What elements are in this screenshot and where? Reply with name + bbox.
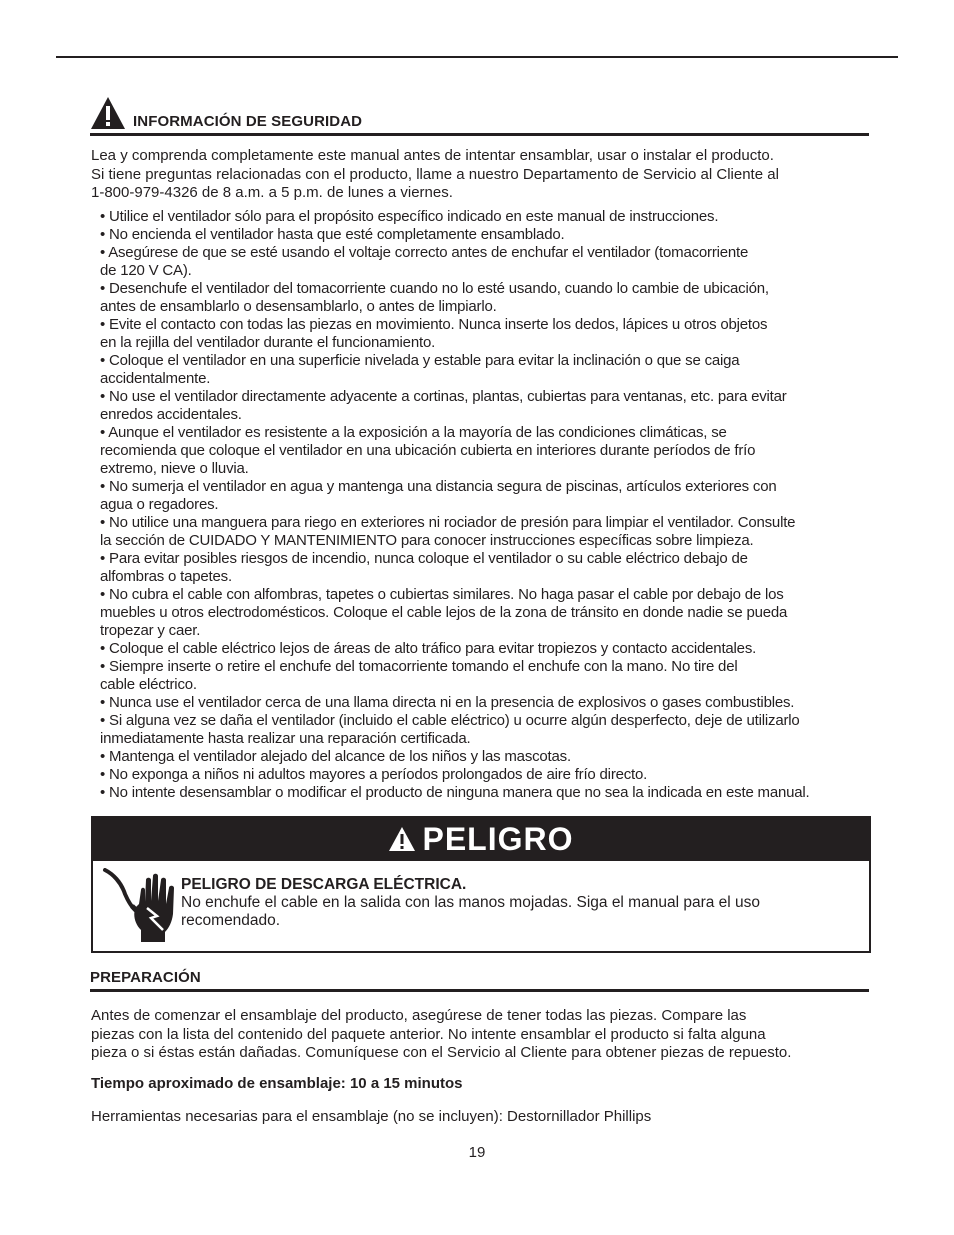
- safety-bullet-line: • No utilice una manguera para riego en exteriores ni rociador de presión para limpiar el ventilador. Consulte: [100, 514, 796, 531]
- safety-bullet-line: extremo, nieve o lluvia.: [100, 460, 249, 477]
- safety-bullet-item: [100, 352, 875, 388]
- safety-bullet-item: [100, 784, 875, 802]
- preparation-title: PREPARACIÓN: [90, 969, 201, 986]
- electric-shock-hand-icon: [101, 868, 179, 943]
- safety-bullet-line: tropezar y caer.: [100, 622, 201, 639]
- safety-bullet-line: • Coloque el cable eléctrico lejos de áreas de alto tráfico para evitar tropiezos y contacto accidentales.: [100, 640, 757, 657]
- safety-bullet-line: • Coloque el ventilador en una superficie nivelada y estable para evitar la inclinación o que se caiga: [100, 352, 740, 369]
- intro-line: Lea y comprenda completamente este manual antes de intentar ensamblar, usar o instalar el producto.: [91, 147, 774, 164]
- preparation-line: Antes de comenzar el ensamblaje del producto, asegúrese de tener todas las piezas. Compare las: [91, 1007, 747, 1024]
- safety-bullet-line: • No sumerja el ventilador en agua y mantenga una distancia segura de piscinas, artículos exteriores con: [100, 478, 777, 495]
- danger-title: PELIGRO: [422, 821, 574, 857]
- safety-bullet-line: • Mantenga el ventilador alejado del alcance de los niños y las mascotas.: [100, 748, 571, 765]
- safety-bullet-line: • No use el ventilador directamente adyacente a cortinas, plantas, cubiertas para ventanas, etc. para evitar: [100, 388, 787, 405]
- safety-bullet-line: la sección de CUIDADO Y MANTENIMIENTO para conocer instrucciones específicas sobre limpieza.: [100, 532, 754, 549]
- safety-bullet-line: cable eléctrico.: [100, 676, 197, 693]
- safety-bullet-line: • Aunque el ventilador es resistente a la exposición a la mayoría de las condiciones climáticas, se: [100, 424, 727, 441]
- safety-title: INFORMACIÓN DE SEGURIDAD: [133, 113, 363, 130]
- warning-icon: [388, 826, 416, 852]
- danger-body-line: No enchufe el cable en la salida con las manos mojadas. Siga el manual para el uso: [181, 894, 761, 911]
- intro-line: Si tiene preguntas relacionadas con el producto, llame a nuestro Departamento de Servicio al Cliente al: [91, 165, 779, 183]
- safety-bullet-item: [100, 748, 875, 766]
- safety-bullet-item: [100, 658, 875, 694]
- section-rule: [90, 133, 869, 136]
- danger-box: [91, 816, 871, 953]
- safety-bullet-line: • Asegúrese de que se esté usando el voltaje correcto antes de enchufar el ventilador (tomacorriente: [100, 244, 749, 261]
- safety-bullet-line: • Nunca use el ventilador cerca de una llama directa ni en la presencia de explosivos o gases combustibles.: [100, 694, 795, 711]
- danger-subheading: PELIGRO DE DESCARGA ELÉCTRICA.: [181, 876, 467, 893]
- safety-bullet-line: • Para evitar posibles riesgos de incendio, nunca coloque el ventilador o su cable eléctrico debajo de: [100, 550, 748, 567]
- safety-bullet-item: [100, 550, 875, 586]
- safety-bullet-item: [100, 766, 875, 784]
- safety-bullet-line: • No cubra el cable con alfombras, tapetes o cubiertas similares. No haga pasar el cable por debajo de los: [100, 586, 784, 603]
- safety-bullet-line: • Siempre inserte o retire el enchufe del tomacorriente tomando el enchufe con la mano. No tire del: [100, 658, 738, 675]
- safety-bullet-line: • Desenchufe el ventilador del tomacorriente cuando no lo esté usando, cuando lo cambie de ubicación,: [100, 280, 769, 297]
- preparation-line: pieza o si éstas están dañadas. Comuníquese con el Servicio al Cliente para obtener piezas de repuesto.: [91, 1044, 792, 1061]
- safety-bullet-line: • Utilice el ventilador sólo para el propósito específico indicado en este manual de instrucciones.: [100, 208, 719, 225]
- page-number: 19: [468, 1144, 486, 1161]
- safety-bullet-line: alfombras o tapetes.: [100, 568, 232, 585]
- safety-bullet-line: en la rejilla del ventilador durante el funcionamiento.: [100, 334, 436, 351]
- safety-bullet-line: • No exponga a niños ni adultos mayores a períodos prolongados de aire frío directo.: [100, 766, 648, 783]
- safety-bullet-item: [100, 208, 875, 226]
- safety-bullet-line: • Si alguna vez se daña el ventilador (incluido el cable eléctrico) u ocurre algún desperfecto, deje de utilizarlo: [100, 712, 800, 729]
- section-rule: [90, 989, 869, 992]
- safety-bullet-line: agua o regadores.: [100, 496, 219, 513]
- warning-icon: [90, 96, 126, 130]
- safety-bullet-item: [100, 514, 875, 550]
- preparation-line: piezas con la lista del contenido del paquete anterior. No intente ensamblar el producto si falta alguna: [91, 1025, 766, 1043]
- safety-bullet-item: [100, 712, 875, 748]
- safety-bullet-item: [100, 244, 875, 280]
- safety-bullet-line: antes de ensamblarlo o desensamblarlo, o antes de limpiarlo.: [100, 298, 497, 315]
- safety-section-header: [90, 96, 869, 136]
- preparation-paragraph: [91, 1007, 871, 1063]
- danger-heading: [93, 821, 869, 858]
- safety-bullet-line: recomienda que coloque el ventilador en una ubicación cubierta en interiores durante períodos de frío: [100, 442, 756, 459]
- danger-body-line: recomendado.: [181, 912, 281, 929]
- intro-line: 1-800-979-4326 de 8 a.m. a 5 p.m. de lunes a viernes.: [91, 184, 453, 201]
- safety-bullet-line: inmediatamente hasta realizar una reparación certificada.: [100, 730, 471, 747]
- safety-bullet-item: [100, 388, 875, 424]
- safety-bullet-item: [100, 316, 875, 352]
- required-tools: Herramientas necesarias para el ensamblaje (no se incluyen): Destornillador Phillips: [91, 1108, 652, 1125]
- safety-intro: [91, 147, 871, 203]
- safety-bullet-line: enredos accidentales.: [100, 406, 242, 423]
- safety-bullet-item: [100, 640, 875, 658]
- safety-bullet-line: • Evite el contacto con todas las piezas en movimiento. Nunca inserte los dedos, lápices u otros objetos: [100, 316, 768, 333]
- safety-bullet-list: [100, 208, 875, 802]
- top-rule: [56, 56, 898, 58]
- safety-bullet-item: [100, 226, 875, 244]
- safety-bullet-line: de 120 V CA).: [100, 262, 192, 279]
- safety-bullet-item: [100, 280, 875, 316]
- safety-bullet-line: accidentalmente.: [100, 370, 211, 387]
- safety-bullet-item: [100, 478, 875, 514]
- danger-text: [181, 876, 861, 930]
- safety-bullet-line: muebles u otros electrodomésticos. Coloque el cable lejos de la zona de tránsito en donde nadie se pueda: [100, 604, 788, 621]
- danger-bar: [93, 818, 869, 861]
- safety-bullet-line: • No intente desensamblar o modificar el producto de ninguna manera que no sea la indicada en este manual.: [100, 784, 810, 801]
- safety-bullet-line: • No encienda el ventilador hasta que esté completamente ensamblado.: [100, 226, 565, 243]
- safety-bullet-item: [100, 586, 875, 640]
- safety-bullet-item: [100, 694, 875, 712]
- preparation-section-header: [90, 952, 869, 992]
- assembly-time: Tiempo aproximado de ensamblaje: 10 a 15 minutos: [91, 1075, 463, 1092]
- safety-bullet-item: [100, 424, 875, 478]
